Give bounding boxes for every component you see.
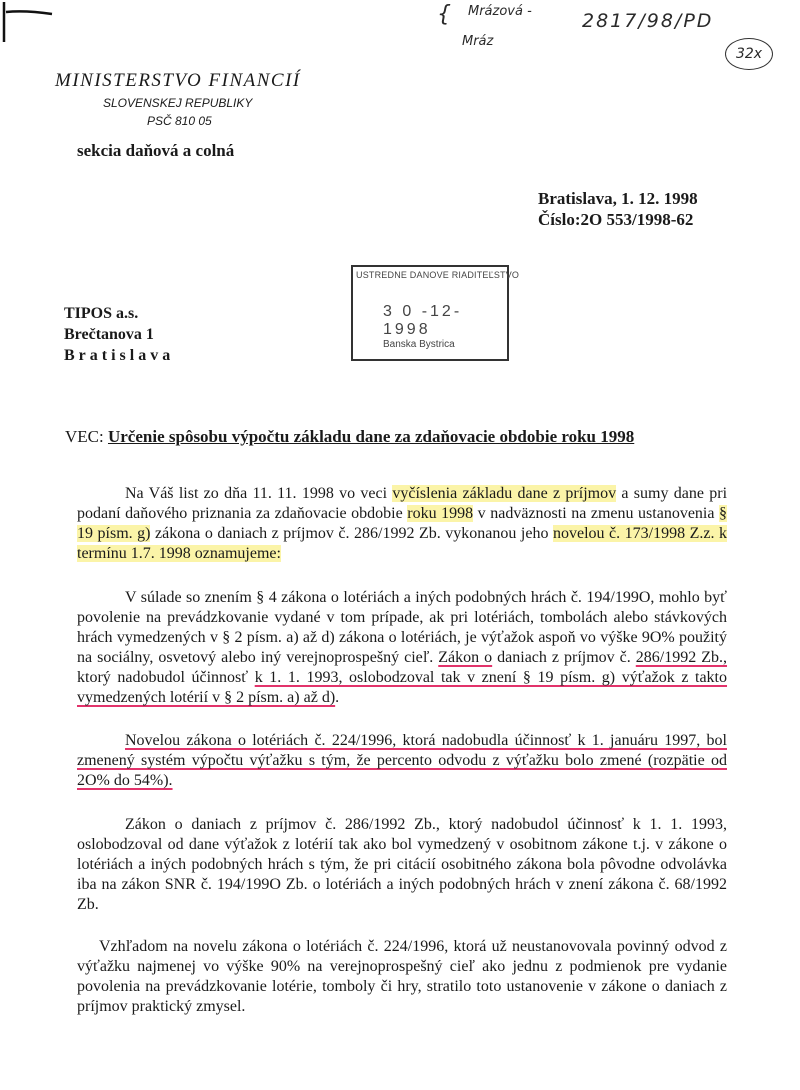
recipient-street: Brečtanova 1 [64,326,154,343]
p2-text: . [335,689,340,706]
p1-text: Na Váš list zo dňa 11. 11. 1998 vo veci [125,485,393,502]
paragraph-3 [77,731,727,791]
p1-highlight-1: vyčíslenia základu dane z príjmov [392,485,617,502]
section-name: sekcia daňová a colná [77,141,235,160]
p2-text: V súlade so znením § 4 zákona o lotériách a iných podobných hrách č. 194/199O, mohlo byť povolenie na prevádzkovanie vydané v tom prípade, ak pri lotériách, tombolách alebo stávkových hrách vymedzených v § 2 písm. a) až d) zákona o lotériách, je výťažok aspoň vo výške 9O% použitý na sociálny, osvetový alebo iný verejnoprospešný cieľ. [77,589,727,666]
received-stamp [351,265,520,361]
paragraph-2 [77,588,727,708]
handwritten-name-1: Mrázová - [468,4,532,19]
paragraph-4 [77,815,727,915]
p2-underline-1: Zákon o [438,649,493,666]
ministry-name: MINISTERSTVO FINANCIÍ [55,70,301,91]
p4-text: Zákon o daniach z príjmov č. 286/1992 Zb., ktorý nadobudol účinnosť k 1. 1. 1993, oslobodzoval od dane výťažok z lotérií tak ako bol vymedzený v osobitnom zákone t.j. v zákone o lotériách a iných podobných hrách s tým, že pri citácií osobitného zákona bola pôvodne odvolávka iba na zákon SNR č. 194/199O Zb. o lotériách a iných podobných hrách v znení zákona č. 68/1992 Zb. [77,816,727,913]
handwritten-reference: 2817/98/PD [582,10,714,32]
subject-line [65,427,634,447]
subject-label: VEC: [65,427,104,446]
p5-text: Vzhľadom na novelu zákona o lotériách č. 224/1996, ktorá už neustanovovala povinný odvod z výťažku najmenej vo výške 90% na verejnoprospešný cieľ ako jednu z podmienok pre vydanie povolenia na prevádzkovanie lotérie, tomboly či hry, stratilo toto ustanovenie v zákone o daniach z príjmov praktický zmysel. [77,938,727,1015]
stamp-office: USTREDNE DANOVE RIADITEĽSTVO [356,270,520,280]
recipient-name: TIPOS a.s. [64,305,139,322]
p1-highlight-3: § 19 písm. g) [77,505,728,542]
p1-text: v nadväznosti na zmenu ustanovenia [473,505,720,522]
recipient-city: Bratislava [64,347,175,364]
p2-underline-3: k 1. 1. 1993, oslobodzoval tak v znení § 19 písm. g) výťažok z takto vymedzených lotérií v § 2 písm. a) až d) [77,669,728,706]
p1-highlight-4: novelou č. 173/1998 Z.z. k termínu 1.7. 1998 oznamujeme: [77,525,728,562]
p1-highlight-2: roku 1998 [407,505,474,522]
reference-number: Číslo:2O 553/1998-62 [538,210,694,229]
stamp-city: Banska Bystrica [383,339,455,350]
place-date: Bratislava, 1. 12. 1998 [538,189,698,208]
subject-title: Určenie spôsobu výpočtu základu dane za zdaňovacie obdobie roku 1998 [107,427,635,446]
p2-text: daniach z príjmov č. [492,649,636,666]
stamp-date: 3 0 -12- 1998 [383,303,463,338]
p3-underlined-text: Novelou zákona o lotériách č. 224/1996, ktorá nadobudla účinnosť k 1. januáru 1997, bol zmenený systém výpočtu výťažku s tým, že percento odvodu z výťažku bolo zmené (rozpätie od 2O% do 54%). [77,732,727,789]
p2-text: ktorý nadobudol účinnosť [77,669,255,686]
postal-code: PSČ 810 05 [147,114,212,128]
paragraph-1 [77,484,727,564]
p1-text: a sumy dane pri podaní daňového priznania za zdaňovacie obdobie [77,485,728,522]
handwritten-name-2: Mráz [462,34,494,49]
p1-text: zákona o daniach z príjmov č. 286/1992 Zb. vykonanou jeho [150,525,553,542]
handwritten-brace-icon: { [437,2,451,27]
p2-underline-2: 286/1992 Zb., [635,649,728,666]
paragraph-5 [77,937,727,1017]
ministry-republic: SLOVENSKEJ REPUBLIKY [103,96,253,110]
handwritten-circled-mark: 32x [725,38,773,70]
corner-mark-icon [0,0,56,44]
